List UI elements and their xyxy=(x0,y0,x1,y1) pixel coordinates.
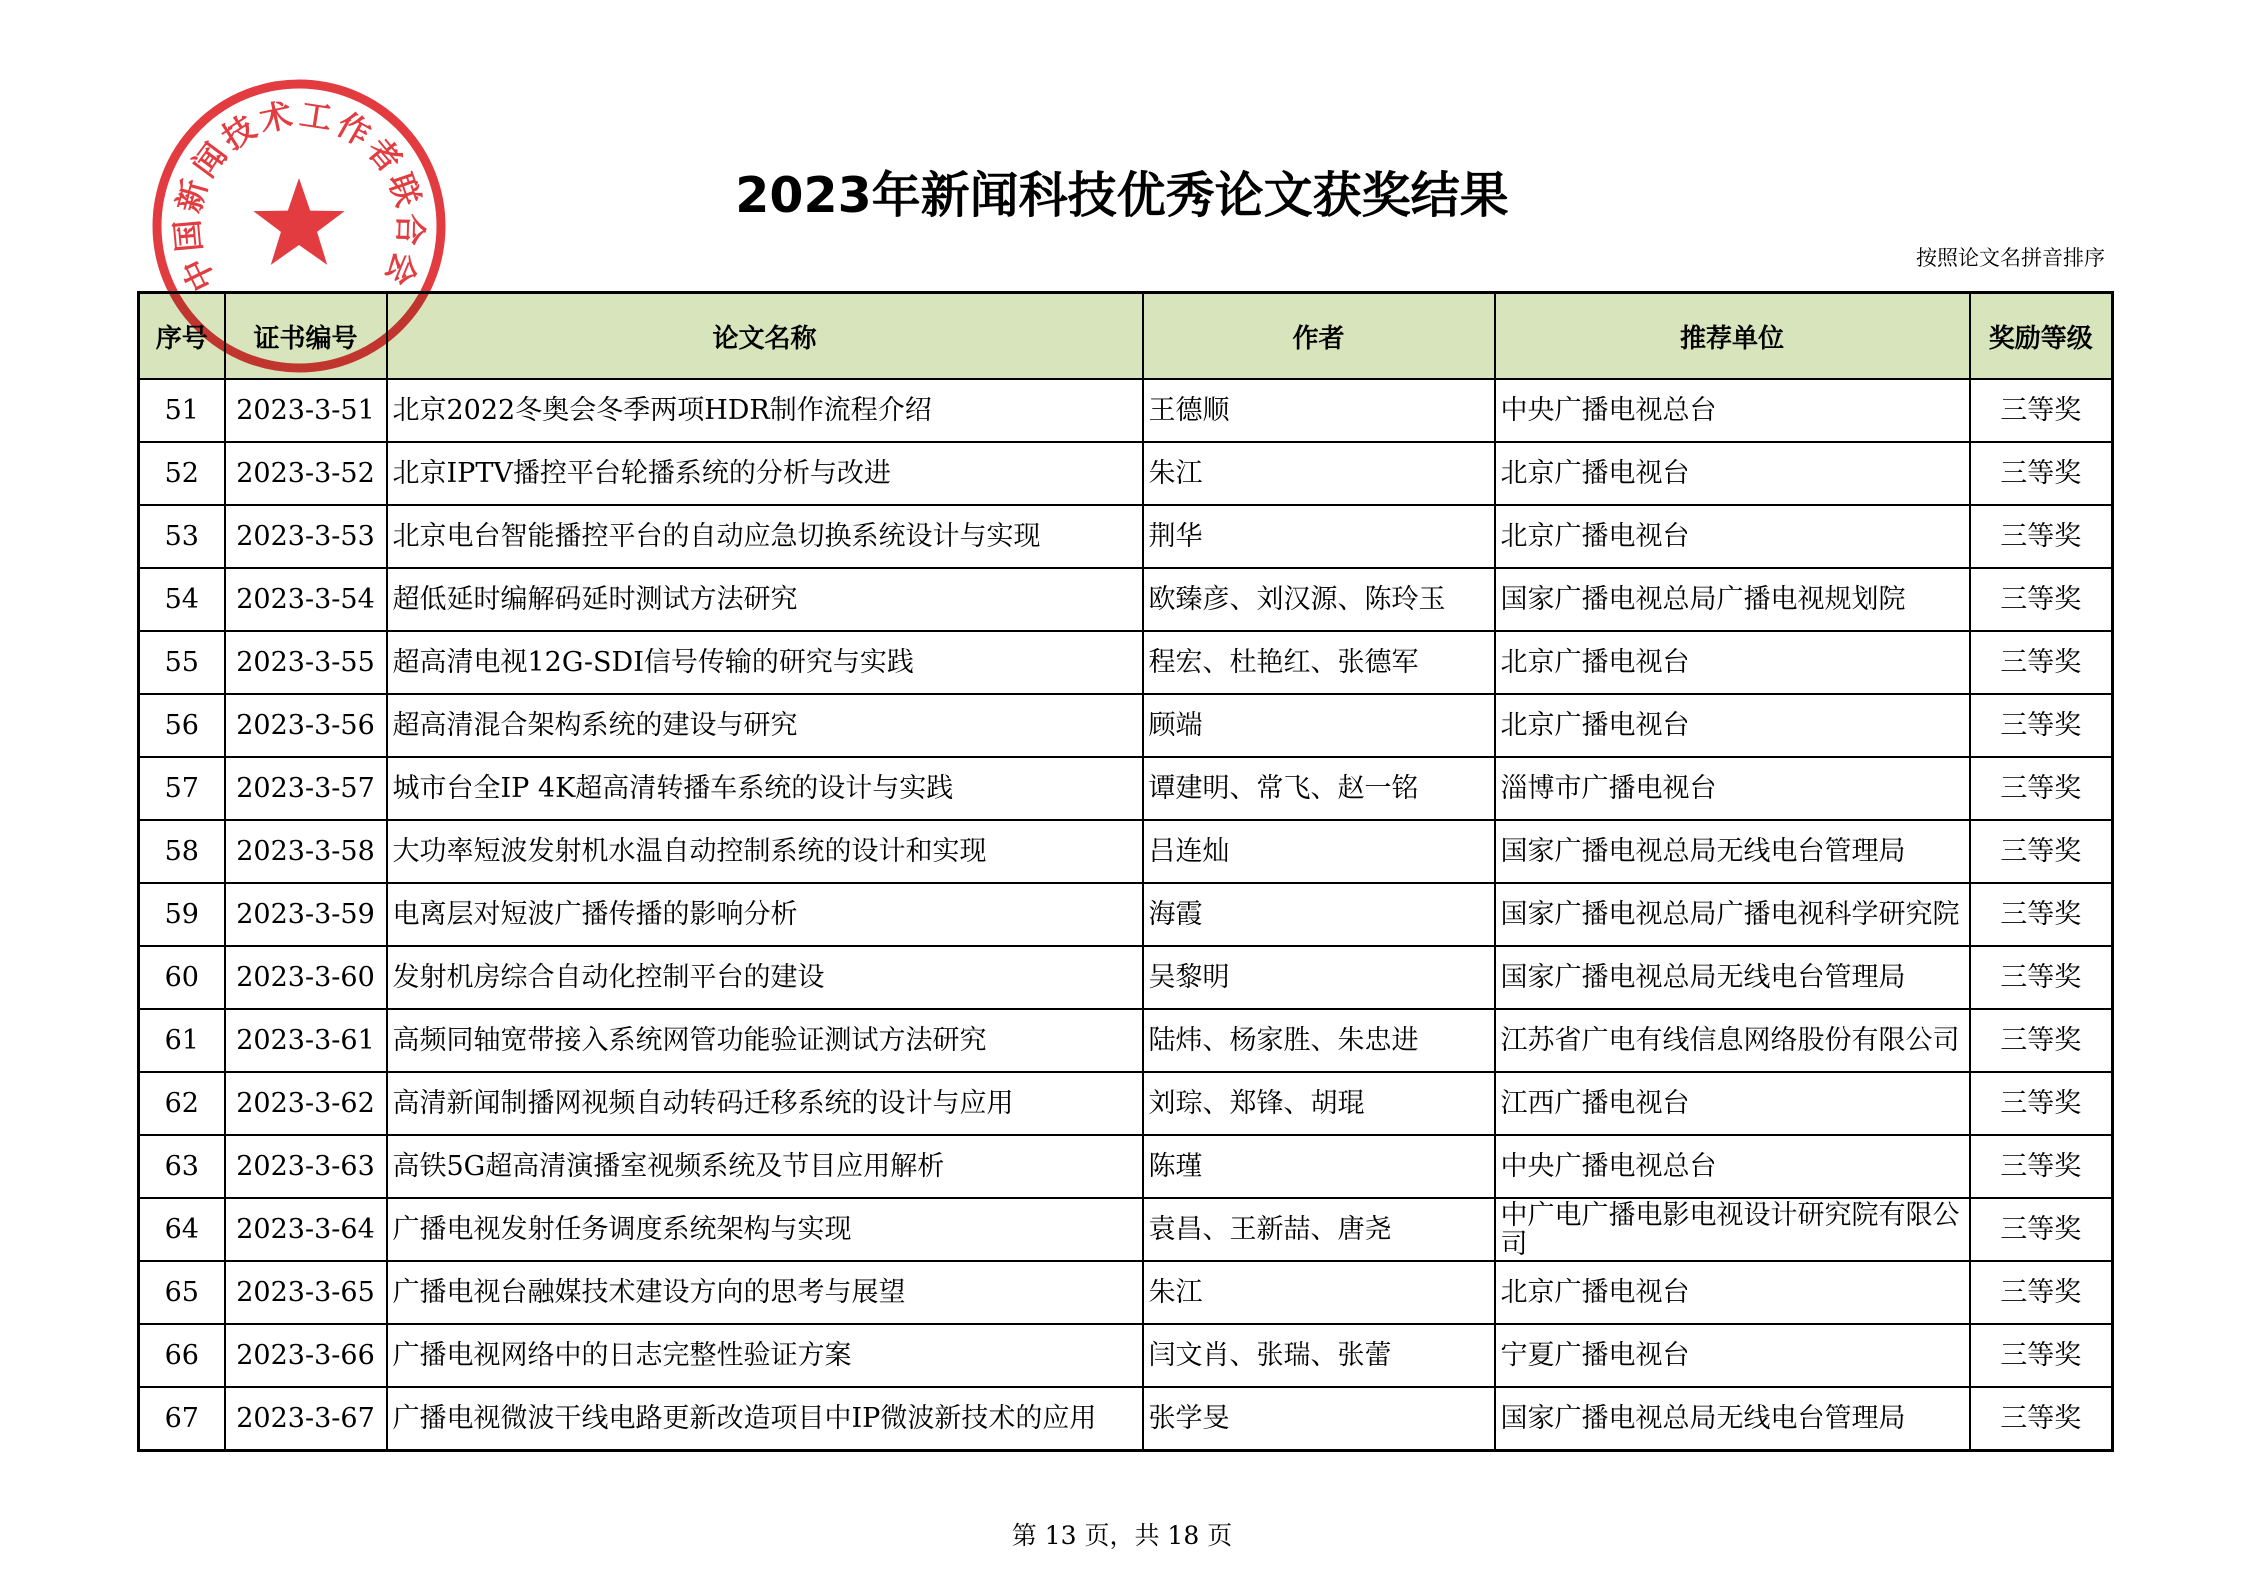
cell-unit: 北京广播电视台 xyxy=(1495,505,1970,568)
cell-title: 广播电视台融媒技术建设方向的思考与展望 xyxy=(387,1261,1143,1324)
table-row xyxy=(139,820,2113,883)
cell-award: 三等奖 xyxy=(1970,379,2113,442)
table-row xyxy=(139,631,2113,694)
table-row xyxy=(139,1135,2113,1198)
table-body xyxy=(139,379,2113,1451)
cell-cert: 2023-3-58 xyxy=(225,820,387,883)
cell-title: 广播电视微波干线电路更新改造项目中IP微波新技术的应用 xyxy=(387,1387,1143,1451)
cell-title: 超高清电视12G-SDI信号传输的研究与实践 xyxy=(387,631,1143,694)
table-row xyxy=(139,505,2113,568)
cell-award: 三等奖 xyxy=(1970,1009,2113,1072)
awards-table xyxy=(137,291,2114,1452)
cell-unit: 国家广播电视总局广播电视规划院 xyxy=(1495,568,1970,631)
cell-title: 广播电视网络中的日志完整性验证方案 xyxy=(387,1324,1143,1387)
cell-cert: 2023-3-67 xyxy=(225,1387,387,1451)
cell-author: 朱江 xyxy=(1143,442,1495,505)
cell-seq: 56 xyxy=(139,694,225,757)
cell-title: 高频同轴宽带接入系统网管功能验证测试方法研究 xyxy=(387,1009,1143,1072)
header-seq: 序号 xyxy=(139,293,225,380)
cell-author: 谭建明、常飞、赵一铭 xyxy=(1143,757,1495,820)
cell-award: 三等奖 xyxy=(1970,1198,2113,1261)
cell-award: 三等奖 xyxy=(1970,1135,2113,1198)
cell-cert: 2023-3-56 xyxy=(225,694,387,757)
cell-unit: 中广电广播电影电视设计研究院有限公司 xyxy=(1495,1198,1970,1261)
cell-cert: 2023-3-57 xyxy=(225,757,387,820)
cell-cert: 2023-3-54 xyxy=(225,568,387,631)
seal-text-path: 中国新闻技术工作者联合会 xyxy=(168,95,430,298)
cell-cert: 2023-3-65 xyxy=(225,1261,387,1324)
cell-seq: 60 xyxy=(139,946,225,1009)
cell-title: 大功率短波发射机水温自动控制系统的设计和实现 xyxy=(387,820,1143,883)
cell-award: 三等奖 xyxy=(1970,631,2113,694)
cell-unit: 中央广播电视总台 xyxy=(1495,1135,1970,1198)
cell-title: 超高清混合架构系统的建设与研究 xyxy=(387,694,1143,757)
table-row xyxy=(139,379,2113,442)
page-footer: 第 13 页，共 18 页 xyxy=(1011,1521,1233,1550)
cell-title: 广播电视发射任务调度系统架构与实现 xyxy=(387,1198,1143,1261)
cell-seq: 58 xyxy=(139,820,225,883)
cell-award: 三等奖 xyxy=(1970,1261,2113,1324)
cell-award: 三等奖 xyxy=(1970,568,2113,631)
cell-unit: 北京广播电视台 xyxy=(1495,1261,1970,1324)
table-row xyxy=(139,694,2113,757)
cell-cert: 2023-3-53 xyxy=(225,505,387,568)
cell-title: 城市台全IP 4K超高清转播车系统的设计与实践 xyxy=(387,757,1143,820)
cell-seq: 61 xyxy=(139,1009,225,1072)
cell-unit: 江西广播电视台 xyxy=(1495,1072,1970,1135)
table-row xyxy=(139,883,2113,946)
cell-seq: 54 xyxy=(139,568,225,631)
cell-seq: 59 xyxy=(139,883,225,946)
cell-author: 顾端 xyxy=(1143,694,1495,757)
cell-cert: 2023-3-66 xyxy=(225,1324,387,1387)
cell-award: 三等奖 xyxy=(1970,505,2113,568)
cell-cert: 2023-3-60 xyxy=(225,946,387,1009)
cell-award: 三等奖 xyxy=(1970,757,2113,820)
cell-title: 高清新闻制播网视频自动转码迁移系统的设计与应用 xyxy=(387,1072,1143,1135)
header-title: 论文名称 xyxy=(387,293,1143,380)
cell-cert: 2023-3-55 xyxy=(225,631,387,694)
cell-title: 电离层对短波广播传播的影响分析 xyxy=(387,883,1143,946)
cell-author: 王德顺 xyxy=(1143,379,1495,442)
cell-award: 三等奖 xyxy=(1970,1324,2113,1387)
header-unit: 推荐单位 xyxy=(1495,293,1970,380)
cell-author: 海霞 xyxy=(1143,883,1495,946)
cell-title: 北京2022冬奥会冬季两项HDR制作流程介绍 xyxy=(387,379,1143,442)
cell-title: 北京IPTV播控平台轮播系统的分析与改进 xyxy=(387,442,1143,505)
table-row xyxy=(139,1387,2113,1451)
table-row xyxy=(139,568,2113,631)
cell-unit: 国家广播电视总局广播电视科学研究院 xyxy=(1495,883,1970,946)
cell-unit: 江苏省广电有线信息网络股份有限公司 xyxy=(1495,1009,1970,1072)
table-row xyxy=(139,1261,2113,1324)
cell-unit: 国家广播电视总局无线电台管理局 xyxy=(1495,820,1970,883)
cell-author: 欧臻彦、刘汉源、陈玲玉 xyxy=(1143,568,1495,631)
cell-cert: 2023-3-51 xyxy=(225,379,387,442)
cell-award: 三等奖 xyxy=(1970,883,2113,946)
cell-author: 荆华 xyxy=(1143,505,1495,568)
header-award: 奖励等级 xyxy=(1970,293,2113,380)
cell-award: 三等奖 xyxy=(1970,820,2113,883)
cell-unit: 淄博市广播电视台 xyxy=(1495,757,1970,820)
cell-unit: 北京广播电视台 xyxy=(1495,442,1970,505)
table-row xyxy=(139,946,2113,1009)
cell-seq: 62 xyxy=(139,1072,225,1135)
table-row xyxy=(139,757,2113,820)
cell-author: 陈瑾 xyxy=(1143,1135,1495,1198)
cell-cert: 2023-3-63 xyxy=(225,1135,387,1198)
table-row xyxy=(139,1324,2113,1387)
cell-award: 三等奖 xyxy=(1970,694,2113,757)
cell-seq: 66 xyxy=(139,1324,225,1387)
cell-title: 北京电台智能播控平台的自动应急切换系统设计与实现 xyxy=(387,505,1143,568)
cell-unit: 宁夏广播电视台 xyxy=(1495,1324,1970,1387)
cell-cert: 2023-3-59 xyxy=(225,883,387,946)
cell-seq: 63 xyxy=(139,1135,225,1198)
cell-award: 三等奖 xyxy=(1970,442,2113,505)
cell-unit: 北京广播电视台 xyxy=(1495,694,1970,757)
cell-cert: 2023-3-64 xyxy=(225,1198,387,1261)
cell-author: 程宏、杜艳红、张德军 xyxy=(1143,631,1495,694)
cell-cert: 2023-3-52 xyxy=(225,442,387,505)
cell-unit: 国家广播电视总局无线电台管理局 xyxy=(1495,946,1970,1009)
cell-unit: 国家广播电视总局无线电台管理局 xyxy=(1495,1387,1970,1451)
official-seal xyxy=(149,76,449,376)
table-row xyxy=(139,1009,2113,1072)
cell-seq: 65 xyxy=(139,1261,225,1324)
cell-unit: 北京广播电视台 xyxy=(1495,631,1970,694)
sort-note: 按照论文名拼音排序 xyxy=(1916,246,2105,270)
header-cert: 证书编号 xyxy=(225,293,387,380)
table-row xyxy=(139,1072,2113,1135)
cell-award: 三等奖 xyxy=(1970,1072,2113,1135)
cell-author: 闫文肖、张瑞、张蕾 xyxy=(1143,1324,1495,1387)
star-icon xyxy=(253,178,344,265)
cell-author: 张学旻 xyxy=(1143,1387,1495,1451)
cell-seq: 53 xyxy=(139,505,225,568)
cell-seq: 64 xyxy=(139,1198,225,1261)
cell-unit: 中央广播电视总台 xyxy=(1495,379,1970,442)
cell-seq: 52 xyxy=(139,442,225,505)
cell-title: 超低延时编解码延时测试方法研究 xyxy=(387,568,1143,631)
cell-author: 袁昌、王新喆、唐尧 xyxy=(1143,1198,1495,1261)
cell-award: 三等奖 xyxy=(1970,1387,2113,1451)
cell-author: 陆炜、杨家胜、朱忠进 xyxy=(1143,1009,1495,1072)
cell-author: 刘琮、郑锋、胡琨 xyxy=(1143,1072,1495,1135)
cell-seq: 51 xyxy=(139,379,225,442)
table-row xyxy=(139,442,2113,505)
cell-seq: 55 xyxy=(139,631,225,694)
cell-author: 吴黎明 xyxy=(1143,946,1495,1009)
cell-cert: 2023-3-62 xyxy=(225,1072,387,1135)
cell-cert: 2023-3-61 xyxy=(225,1009,387,1072)
header-author: 作者 xyxy=(1143,293,1495,380)
cell-seq: 67 xyxy=(139,1387,225,1451)
cell-author: 吕连灿 xyxy=(1143,820,1495,883)
cell-seq: 57 xyxy=(139,757,225,820)
cell-award: 三等奖 xyxy=(1970,946,2113,1009)
table-row xyxy=(139,1198,2113,1261)
cell-title: 高铁5G超高清演播室视频系统及节目应用解析 xyxy=(387,1135,1143,1198)
cell-title: 发射机房综合自动化控制平台的建设 xyxy=(387,946,1143,1009)
cell-author: 朱江 xyxy=(1143,1261,1495,1324)
page-title: 2023年新闻科技优秀论文获奖结果 xyxy=(735,167,1509,224)
